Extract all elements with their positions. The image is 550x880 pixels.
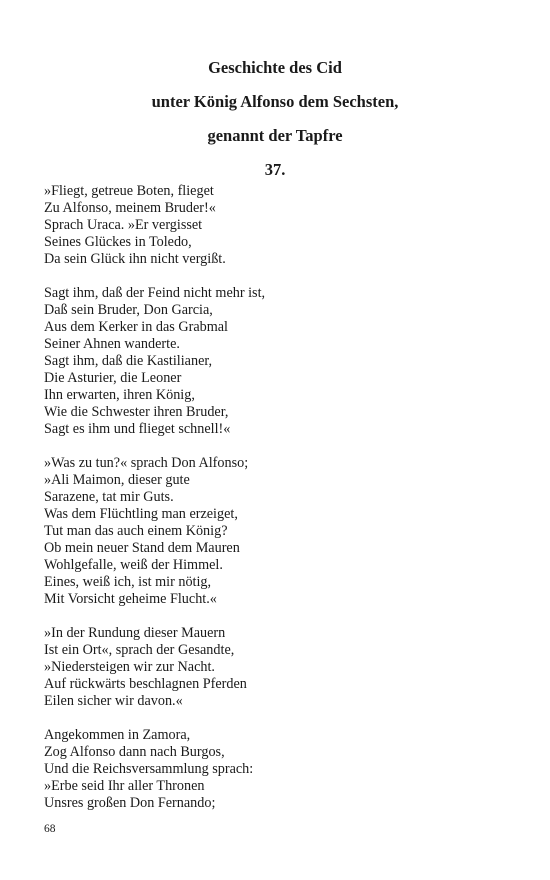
verse-line: Mit Vorsicht geheime Flucht.« (44, 591, 217, 607)
verse-line: Ob mein neuer Stand dem Mauren (44, 540, 240, 556)
verse-line: Seiner Ahnen wanderte. (44, 336, 180, 352)
verse-line: Zu Alfonso, meinem Bruder!« (44, 200, 216, 216)
verse-line: »Fliegt, getreue Boten, flieget (44, 183, 214, 199)
stanza (44, 727, 524, 812)
verse-line: Eilen sicher wir davon.« (44, 693, 183, 709)
stanza (44, 455, 524, 608)
verse-line: Sagt ihm, daß der Feind nicht mehr ist, (44, 285, 266, 301)
verse-line: Wohlgefalle, weiß der Himmel. (44, 557, 223, 573)
verse-line: Angekommen in Zamora, (44, 727, 191, 743)
verse-line: »Erbe seid Ihr aller Thronen (44, 778, 205, 794)
verse-line: Tut man das auch einem König? (44, 523, 228, 539)
verse-line: Sagt ihm, daß die Kastilianer, (44, 353, 213, 369)
chapter-subtitle: unter König Alfonso dem Sechsten, (151, 92, 399, 111)
chapter-subtitle-epithet: genannt der Tapfre (207, 126, 343, 145)
verse-line: Auf rückwärts beschlagnen Pferden (44, 676, 247, 692)
verse-line: Was dem Flüchtling man erzeiget, (44, 506, 238, 522)
verse-line: Die Asturier, die Leoner (44, 370, 182, 386)
stanza (44, 183, 524, 268)
verse-line: »Was zu tun?« sprach Don Alfonso; (44, 455, 249, 471)
verse-line: Sagt es ihm und flieget schnell!« (44, 421, 231, 437)
stanza (44, 285, 524, 438)
page-number: 68 (44, 823, 56, 835)
verse-line: »In der Rundung dieser Mauern (44, 625, 226, 641)
poem-body (44, 183, 524, 829)
verse-line: Daß sein Bruder, Don Garcia, (44, 302, 213, 318)
section-number: 37. (264, 160, 286, 179)
verse-line: »Ali Maimon, dieser gute (44, 472, 190, 488)
verse-line: Unsres großen Don Fernando; (44, 795, 216, 811)
verse-line: Sprach Uraca. »Er vergisset (44, 217, 203, 233)
verse-line: Sarazene, tat mir Guts. (44, 489, 174, 505)
verse-line: Zog Alfonso dann nach Burgos, (44, 744, 225, 760)
verse-line: Wie die Schwester ihren Bruder, (44, 404, 229, 420)
verse-line: Und die Reichsversammlung sprach: (44, 761, 254, 777)
stanza (44, 625, 524, 710)
chapter-title: Geschichte des Cid (208, 58, 342, 77)
verse-line: Ist ein Ort«, sprach der Gesandte, (44, 642, 235, 658)
chapter-heading (0, 57, 550, 193)
verse-line: Da sein Glück ihn nicht vergißt. (44, 251, 226, 267)
verse-line: »Niedersteigen wir zur Nacht. (44, 659, 215, 675)
verse-line: Eines, weiß ich, ist mir nötig, (44, 574, 212, 590)
verse-line: Aus dem Kerker in das Grabmal (44, 319, 228, 335)
verse-line: Ihn erwarten, ihren König, (44, 387, 195, 403)
verse-line: Seines Glückes in Toledo, (44, 234, 192, 250)
